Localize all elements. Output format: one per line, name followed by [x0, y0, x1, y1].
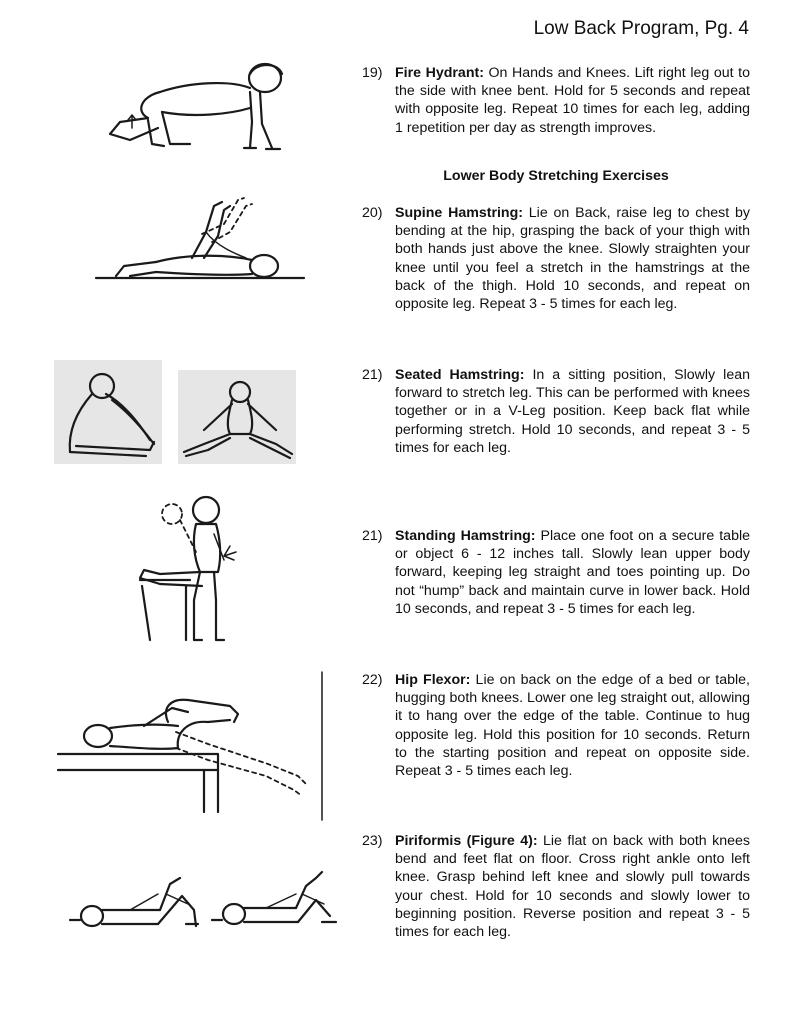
exercise-name: Supine Hamstring: — [395, 205, 523, 221]
exercise-number: 19) — [362, 65, 383, 81]
supine-hamstring-illustration — [96, 196, 306, 296]
exercise-description: In a sitting position, Slowly lean forward to stretch leg. This can be performed with knees together or in a V-Leg position. Keep back flat while performing stretch. Hold 10 seconds, and repeat 3 - 5 times for each leg. — [395, 367, 750, 456]
exercise-number: 21) — [362, 367, 383, 383]
standing-hamstring-illustration — [130, 490, 260, 650]
exercise-21-seated — [362, 366, 750, 457]
exercise-description: On Hands and Knees. Lift right leg out to the side with knee bent. Hold for 5 seconds and repeat with opposite leg. Repeat 10 times for each leg, adding 1 repetition per day as strength improves. — [395, 65, 750, 136]
hip-flexor-illustration — [58, 672, 328, 822]
fire-hydrant-illustration — [100, 52, 310, 162]
piriformis-illustration — [70, 864, 340, 954]
exercise-21-standing — [362, 527, 750, 618]
exercise-22 — [362, 671, 750, 780]
exercise-20 — [362, 204, 750, 313]
seated-hamstring-illustration — [54, 360, 314, 470]
exercise-number: 22) — [362, 672, 383, 688]
exercise-name: Piriformis (Figure 4): — [395, 833, 538, 849]
exercise-23 — [362, 832, 750, 941]
exercise-description: Lie flat on back with both knees bend and feet flat on floor. Cross right ankle onto left knee. Grasp behind left knee and slowly pull towards your chest. Hold for 10 seconds and slowly lower to beginning position. Reverse position and repeat 3 - 5 times for each leg. — [395, 833, 750, 941]
section-heading: Lower Body Stretching Exercises — [443, 168, 669, 184]
exercise-name: Fire Hydrant: — [395, 65, 484, 81]
exercise-number: 21) — [362, 528, 383, 544]
exercise-number: 23) — [362, 833, 383, 849]
exercise-description: Lie on back on the edge of a bed or table, hugging both knees. Lower one leg straight out, allowing it to hang over the edge of the table. Continue to hug opposite leg. Hold this position for 10 seconds. Return to the starting position and repeat on opposite side. Repeat 3 - 5 times each leg. — [395, 672, 750, 780]
exercise-description: Lie on Back, raise leg to chest by bending at the hip, grasping the back of your thigh with both hands just above the knee. Slowly straighten your knee until you feel a stretch in the hamstrings at the back of the thigh. Hold 10 seconds, and repeat on opposite leg. Repeat 3 - 5 times for each leg. — [395, 205, 750, 313]
page-title: Low Back Program, Pg. 4 — [533, 18, 749, 39]
exercise-number: 20) — [362, 205, 383, 221]
exercise-name: Hip Flexor: — [395, 672, 471, 688]
exercise-19 — [362, 64, 750, 137]
exercise-name: Seated Hamstring: — [395, 367, 525, 383]
exercise-description: Place one foot on a secure table or object 6 - 12 inches tall. Slowly lean upper body forward, keeping leg straight and toes pointing up. Do not “hump” back and maintain curve in lower back. Hold 10 seconds, and repeat 3 - 5 times for each leg. — [395, 528, 751, 617]
exercise-name: Standing Hamstring: — [395, 528, 536, 544]
